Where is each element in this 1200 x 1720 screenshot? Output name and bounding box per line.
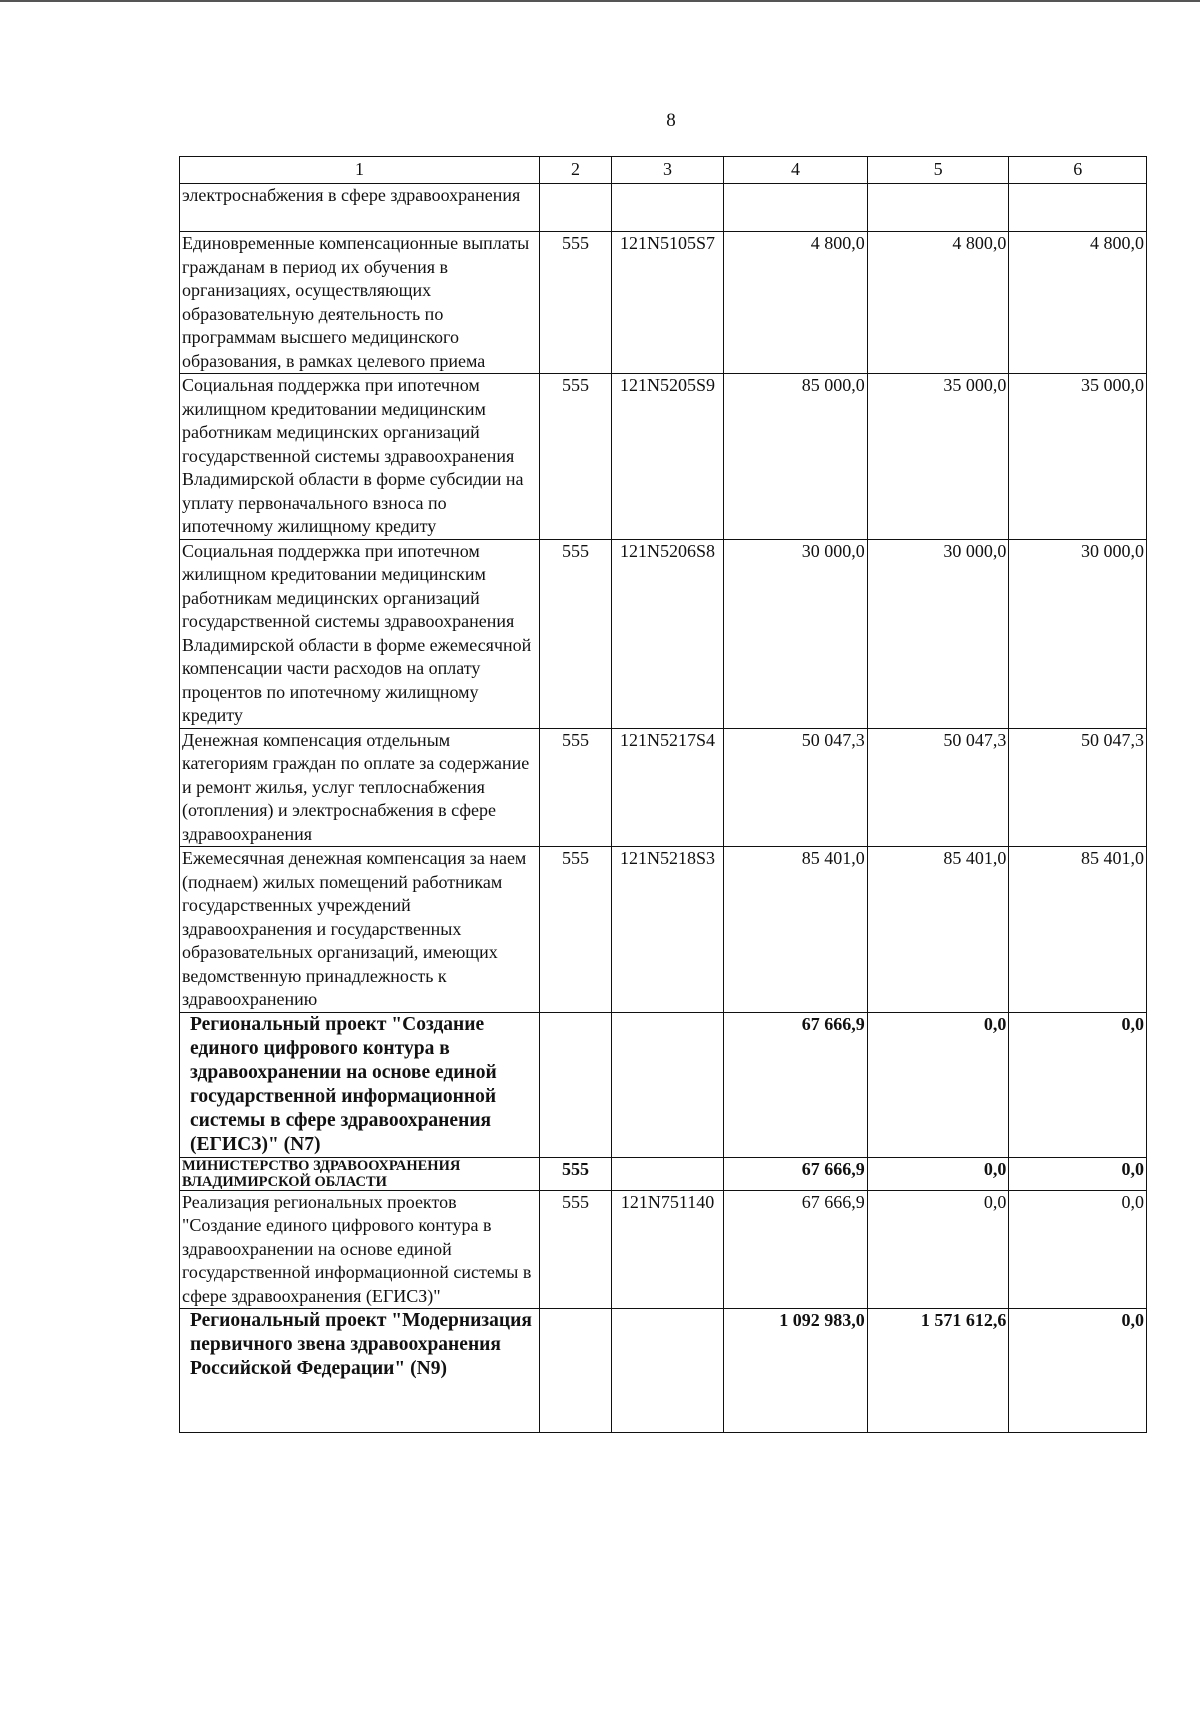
row-name: Единовременные компенсационные выплаты гражданам в период их обучения в организациях, осуществляющих образовательную деятельность по программам высшего медицинского образования, в рамках целевого приема bbox=[180, 232, 540, 374]
row-code: 555 bbox=[540, 539, 612, 728]
row-target bbox=[611, 1012, 723, 1157]
row-value-5: 50 047,3 bbox=[867, 728, 1009, 847]
row-value-4: 50 047,3 bbox=[724, 728, 868, 847]
row-target: 121N5218S3 bbox=[611, 847, 723, 1013]
top-border-line bbox=[0, 0, 1200, 2]
row-code bbox=[540, 1309, 612, 1433]
column-header: 6 bbox=[1009, 157, 1147, 184]
row-target: 121N5217S4 bbox=[611, 728, 723, 847]
column-header: 2 bbox=[540, 157, 612, 184]
row-target bbox=[611, 1309, 723, 1433]
column-header: 5 bbox=[867, 157, 1009, 184]
row-code: 555 bbox=[540, 1190, 612, 1309]
row-value-5: 30 000,0 bbox=[867, 539, 1009, 728]
row-value-6: 35 000,0 bbox=[1009, 374, 1147, 540]
column-header: 1 bbox=[180, 157, 540, 184]
row-name: Региональный проект "Создание единого цифрового контура в здравоохранении на основе единой государственной информационной системы в сфере здравоохранения (ЕГИСЗ)" (N7) bbox=[180, 1012, 540, 1157]
row-name: МИНИСТЕРСТВО ЗДРАВООХРАНЕНИЯ ВЛАДИМИРСКОЙ ОБЛАСТИ bbox=[180, 1157, 540, 1190]
row-value-4: 85 000,0 bbox=[724, 374, 868, 540]
row-value-5: 0,0 bbox=[867, 1012, 1009, 1157]
row-name: электроснабжения в сфере здравоохранения bbox=[180, 184, 540, 232]
row-value-5: 35 000,0 bbox=[867, 374, 1009, 540]
column-header: 4 bbox=[724, 157, 868, 184]
row-value-4: 30 000,0 bbox=[724, 539, 868, 728]
row-value-6: 0,0 bbox=[1009, 1012, 1147, 1157]
row-code bbox=[540, 1012, 612, 1157]
row-value-5: 1 571 612,6 bbox=[867, 1309, 1009, 1433]
table-row bbox=[180, 184, 1147, 232]
row-target: 121N5105S7 bbox=[611, 232, 723, 374]
row-target: 121N751140 bbox=[611, 1190, 723, 1309]
row-value-4: 67 666,9 bbox=[724, 1190, 868, 1309]
row-code: 555 bbox=[540, 847, 612, 1013]
table-row bbox=[180, 728, 1147, 847]
row-value-5: 0,0 bbox=[867, 1190, 1009, 1309]
row-value-6 bbox=[1009, 184, 1147, 232]
row-value-6: 0,0 bbox=[1009, 1190, 1147, 1309]
row-target bbox=[611, 184, 723, 232]
table-row bbox=[180, 374, 1147, 540]
row-code: 555 bbox=[540, 374, 612, 540]
table-row bbox=[180, 232, 1147, 374]
table-row-ministry bbox=[180, 1157, 1147, 1190]
row-name: Социальная поддержка при ипотечном жилищном кредитовании медицинским работникам медицинских организаций государственной системы здравоохранения Владимирской области в форме субсидии на уплату первоначального взноса по ипотечному жилищному кредиту bbox=[180, 374, 540, 540]
table-row bbox=[180, 847, 1147, 1013]
row-value-4: 67 666,9 bbox=[724, 1157, 868, 1190]
row-target bbox=[611, 1157, 723, 1190]
row-value-4: 1 092 983,0 bbox=[724, 1309, 868, 1433]
table-row bbox=[180, 1190, 1147, 1309]
row-value-5: 4 800,0 bbox=[867, 232, 1009, 374]
row-name: Реализация региональных проектов "Создание единого цифрового контура в здравоохранении на основе единой государственной информационной системы в сфере здравоохранения (ЕГИСЗ)" bbox=[180, 1190, 540, 1309]
row-value-4: 85 401,0 bbox=[724, 847, 868, 1013]
row-code: 555 bbox=[540, 728, 612, 847]
row-value-6: 0,0 bbox=[1009, 1309, 1147, 1433]
row-value-4: 4 800,0 bbox=[724, 232, 868, 374]
table-row bbox=[180, 539, 1147, 728]
row-name: Социальная поддержка при ипотечном жилищном кредитовании медицинским работникам медицинских организаций государственной системы здравоохранения Владимирской области в форме ежемесячной компенсации части расходов на оплату процентов по ипотечному жилищному кредиту bbox=[180, 539, 540, 728]
row-name: Региональный проект "Модернизация первичного звена здравоохранения Российской Федерации" (N9) bbox=[180, 1309, 540, 1433]
page-number: 8 bbox=[666, 110, 676, 131]
row-name: Ежемесячная денежная компенсация за наем (поднаем) жилых помещений работникам государственных учреждений здравоохранения и государственных образовательных организаций, имеющих ведомственную принадлежность к здравоохранению bbox=[180, 847, 540, 1013]
row-value-5 bbox=[867, 184, 1009, 232]
row-name: Денежная компенсация отдельным категориям граждан по оплате за содержание и ремонт жилья, услуг теплоснабжения (отопления) и электроснабжения в сфере здравоохранения bbox=[180, 728, 540, 847]
row-target: 121N5206S8 bbox=[611, 539, 723, 728]
row-value-4 bbox=[724, 184, 868, 232]
row-value-6: 85 401,0 bbox=[1009, 847, 1147, 1013]
table-header-row bbox=[180, 157, 1147, 184]
row-value-6: 50 047,3 bbox=[1009, 728, 1147, 847]
table-row-regional-project bbox=[180, 1012, 1147, 1157]
row-code: 555 bbox=[540, 232, 612, 374]
table-row-regional-project bbox=[180, 1309, 1147, 1433]
row-value-6: 4 800,0 bbox=[1009, 232, 1147, 374]
row-value-5: 85 401,0 bbox=[867, 847, 1009, 1013]
row-value-5: 0,0 bbox=[867, 1157, 1009, 1190]
row-code bbox=[540, 184, 612, 232]
row-value-4: 67 666,9 bbox=[724, 1012, 868, 1157]
row-value-6: 30 000,0 bbox=[1009, 539, 1147, 728]
row-target: 121N5205S9 bbox=[611, 374, 723, 540]
column-header: 3 bbox=[611, 157, 723, 184]
row-code: 555 bbox=[540, 1157, 612, 1190]
row-value-6: 0,0 bbox=[1009, 1157, 1147, 1190]
budget-table bbox=[179, 156, 1147, 1433]
